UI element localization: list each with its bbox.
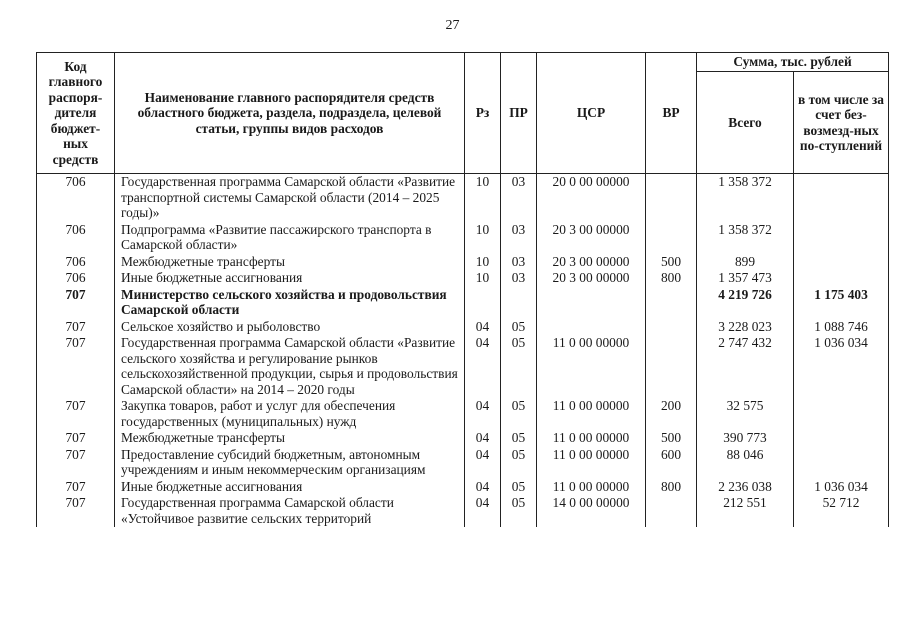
row-rz: 04: [465, 319, 501, 336]
row-name: Закупка товаров, работ и услуг для обеспечения государственных (муниципальных) нужд: [115, 398, 465, 430]
row-code: 707: [37, 398, 115, 430]
row-incl: [794, 430, 889, 447]
row-pr: 05: [501, 335, 537, 398]
row-code: 707: [37, 479, 115, 496]
row-vr: 200: [646, 398, 697, 430]
header-incl: в том числе за счет без-возмезд-ных по-ступлений: [794, 72, 889, 174]
row-csr: 20 0 00 00000: [537, 174, 646, 222]
row-pr: 05: [501, 495, 537, 527]
row-csr: 14 0 00 00000: [537, 495, 646, 527]
row-csr: 11 0 00 00000: [537, 479, 646, 496]
row-csr: 20 3 00 00000: [537, 254, 646, 271]
row-vr: 600: [646, 447, 697, 479]
row-pr: 05: [501, 398, 537, 430]
table-row: [37, 174, 889, 222]
row-pr: 05: [501, 479, 537, 496]
header-vr: ВР: [646, 53, 697, 174]
table-row: [37, 335, 889, 398]
table-row: [37, 398, 889, 430]
row-name: Межбюджетные трансферты: [115, 254, 465, 271]
row-pr: 05: [501, 430, 537, 447]
table-row: [37, 270, 889, 287]
row-pr: 03: [501, 222, 537, 254]
row-rz: 04: [465, 479, 501, 496]
row-total: 1 357 473: [697, 270, 794, 287]
row-total: 1 358 372: [697, 174, 794, 222]
row-code: 706: [37, 254, 115, 271]
header-name: Наименование главного распорядителя средств областного бюджета, раздела, подраздела, целевой статьи, группы видов расходов: [115, 53, 465, 174]
row-csr: [537, 287, 646, 319]
row-code: 707: [37, 319, 115, 336]
row-code: 707: [37, 495, 115, 527]
row-total: 1 358 372: [697, 222, 794, 254]
row-code: 706: [37, 222, 115, 254]
table-row: [37, 495, 889, 527]
row-code: 706: [37, 174, 115, 222]
row-vr: [646, 287, 697, 319]
row-rz: 04: [465, 495, 501, 527]
row-csr: 20 3 00 00000: [537, 270, 646, 287]
row-pr: 05: [501, 319, 537, 336]
row-incl: [794, 447, 889, 479]
row-vr: [646, 319, 697, 336]
row-pr: 03: [501, 174, 537, 222]
row-total: 390 773: [697, 430, 794, 447]
row-rz: 04: [465, 398, 501, 430]
row-vr: 500: [646, 254, 697, 271]
row-name: Иные бюджетные ассигнования: [115, 270, 465, 287]
table-row: [37, 479, 889, 496]
header-rz: Рз: [465, 53, 501, 174]
row-csr: 20 3 00 00000: [537, 222, 646, 254]
table-row: [37, 447, 889, 479]
table-row: [37, 254, 889, 271]
table-body: [37, 174, 889, 528]
row-code: 707: [37, 447, 115, 479]
row-vr: [646, 335, 697, 398]
header-sum-group: Сумма, тыс. рублей: [697, 53, 889, 72]
row-rz: 10: [465, 254, 501, 271]
row-name: Подпрограмма «Развитие пассажирского транспорта в Самарской области»: [115, 222, 465, 254]
row-csr: 11 0 00 00000: [537, 447, 646, 479]
row-pr: 03: [501, 254, 537, 271]
row-csr: 11 0 00 00000: [537, 398, 646, 430]
row-incl: [794, 398, 889, 430]
row-name: Иные бюджетные ассигнования: [115, 479, 465, 496]
row-incl: [794, 174, 889, 222]
table-row: [37, 222, 889, 254]
row-name: Государственная программа Самарской области «Развитие сельского хозяйства и регулирование рынков сельскохозяйственной продукции, сырья и продовольствия Самарской области» на 2014 – 2020 годы: [115, 335, 465, 398]
header-csr: ЦСР: [537, 53, 646, 174]
row-name: Предоставление субсидий бюджетным, автономным учреждениям и иным некоммерческим организациям: [115, 447, 465, 479]
table-row: [37, 319, 889, 336]
budget-table: [36, 52, 889, 527]
row-name: Государственная программа Самарской области «Развитие транспортной системы Самарской области (2014 – 2025 годы)»: [115, 174, 465, 222]
row-total: 2 747 432: [697, 335, 794, 398]
row-incl: [794, 270, 889, 287]
row-code: 707: [37, 335, 115, 398]
row-rz: 10: [465, 270, 501, 287]
row-rz: 04: [465, 430, 501, 447]
row-csr: [537, 319, 646, 336]
row-csr: 11 0 00 00000: [537, 430, 646, 447]
table-row: [37, 430, 889, 447]
row-incl: [794, 254, 889, 271]
row-pr: [501, 287, 537, 319]
row-total: 88 046: [697, 447, 794, 479]
row-total: 4 219 726: [697, 287, 794, 319]
row-vr: [646, 495, 697, 527]
row-name: Государственная программа Самарской области «Устойчивое развитие сельских территорий: [115, 495, 465, 527]
row-csr: 11 0 00 00000: [537, 335, 646, 398]
header-code: Код главного распоря-дителя бюджет-ных средств: [37, 53, 115, 174]
row-total: 212 551: [697, 495, 794, 527]
row-total: 3 228 023: [697, 319, 794, 336]
row-name: Межбюджетные трансферты: [115, 430, 465, 447]
row-pr: 05: [501, 447, 537, 479]
table-row: [37, 287, 889, 319]
row-rz: 10: [465, 174, 501, 222]
row-total: 32 575: [697, 398, 794, 430]
row-rz: 04: [465, 447, 501, 479]
row-vr: 800: [646, 270, 697, 287]
row-name: Сельское хозяйство и рыболовство: [115, 319, 465, 336]
header-total: Всего: [697, 72, 794, 174]
page-number: 27: [445, 18, 460, 33]
row-rz: 04: [465, 335, 501, 398]
row-code: 707: [37, 430, 115, 447]
row-rz: 10: [465, 222, 501, 254]
row-code: 706: [37, 270, 115, 287]
row-rz: [465, 287, 501, 319]
row-incl: 52 712: [794, 495, 889, 527]
row-incl: 1 175 403: [794, 287, 889, 319]
row-vr: [646, 174, 697, 222]
row-total: 899: [697, 254, 794, 271]
row-pr: 03: [501, 270, 537, 287]
header-pr: ПР: [501, 53, 537, 174]
row-name: Министерство сельского хозяйства и продовольствия Самарской области: [115, 287, 465, 319]
row-vr: 800: [646, 479, 697, 496]
row-code: 707: [37, 287, 115, 319]
row-vr: [646, 222, 697, 254]
row-incl: 1 036 034: [794, 479, 889, 496]
row-incl: 1 036 034: [794, 335, 889, 398]
row-incl: [794, 222, 889, 254]
row-total: 2 236 038: [697, 479, 794, 496]
row-vr: 500: [646, 430, 697, 447]
row-incl: 1 088 746: [794, 319, 889, 336]
